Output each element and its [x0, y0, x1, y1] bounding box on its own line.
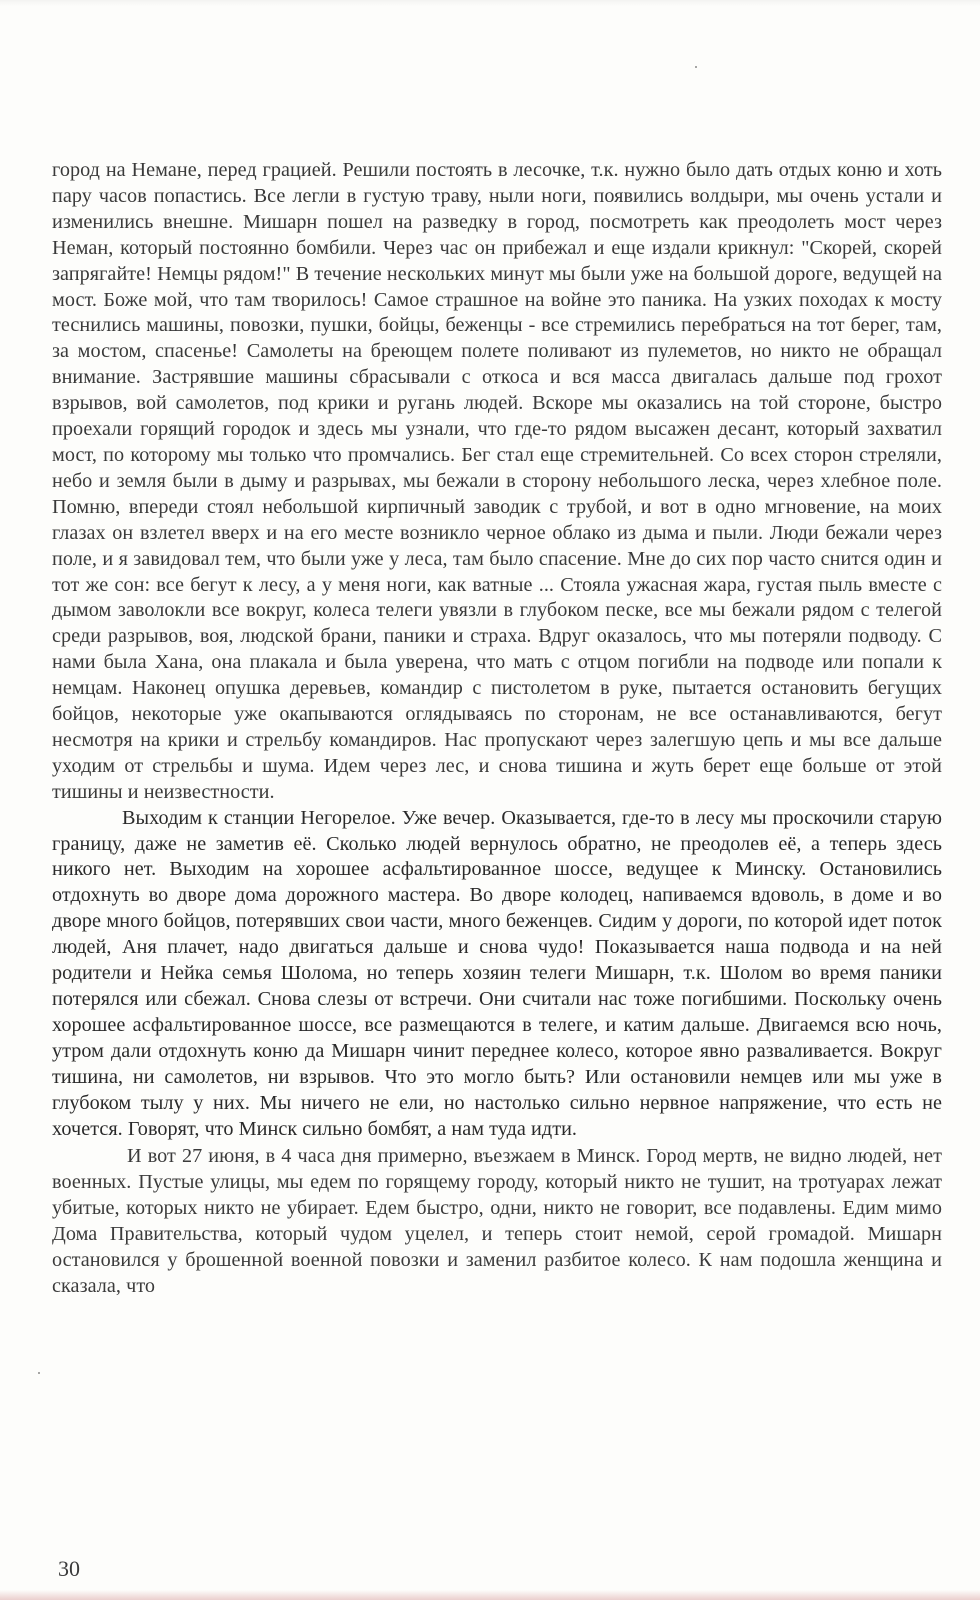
- scan-speck: [38, 1372, 40, 1374]
- paragraph-2: Выходим к станции Негорелое. Уже вечер. Оказывается, где-то в лесу мы проскочили старую границу, даже не заметив её. Сколько людей вернулось обратно, не преодолев её, а теперь здесь никого нет. Выходим на хорошее асфальтированное шоссе, ведущее к Минску. Остановились отдохнуть во дворе дома дорожного мастера. Во дворе колодец, напиваемся вдоволь, в доме и во дворе много бойцов, потерявших свои части, много беженцев. Сидим у дороги, по которой идет поток людей, Аня плачет, надо двигаться дальше и снова чудо! Показывается наша подвода и на ней родители и Нейка семья Шолома, но теперь хозяин телеги Мишарн, т.к. Шолом во время паники потерялся или сбежал. Снова слезы от встречи. Они считали нас тоже погибшими. Поскольку очень хорошее асфальтированное шоссе, все размещаются в телеге, и катим дальше. Двигаемся всю ночь, утром дали отдохнуть коню да Мишарн чинит переднее колесо, которое явно разваливается. Вокруг тишина, ни самолетов, ни взрывов. Что это могло быть? Или остановили немцев или мы уже в глубоком тылу у них. Мы ничего не ели, но настолько сильно нервное напряжение, что есть не хочется. Говорят, что Минск сильно бомбят, а нам туда идти.: [52, 806, 942, 1140]
- scan-edge-top: [0, 0, 980, 6]
- document-body: [52, 158, 942, 1300]
- paragraph-3: И вот 27 июня, в 4 часа дня примерно, въезжаем в Минск. Город мертв, не видно людей, нет военных. Пустые улицы, мы едем по горящему городу, который никто не тушит, на тротуарах лежат убитые, которых никто не убирает. Едем быстро, одни, никто не говорит, все подавлены. Едим мимо Дома Правительства, который чудом уцелел, и теперь стоит немой, серой громадой. Мишарн остановился у брошенной военной повозки и заменил разбитое колесо. К нам подошла женщина и сказала, что: [52, 1145, 942, 1297]
- scan-speck: [695, 66, 697, 68]
- page-number: 30: [58, 1556, 80, 1581]
- scan-edge-bottom: [0, 1590, 980, 1600]
- paragraph-1: город на Немане, перед грацией. Решили постоять в лесочке, т.к. нужно было дать отдых коню и хоть пару часов попастись. Все легли в густую траву, ныли ноги, появились волдыри, мы очень устали и изменились внешне. Мишарн пошел на разведку в город, посмотреть как преодолеть мост через Неман, который постоянно бомбили. Через час он прибежал и еще издали крикнул: "Скорей, скорей запрягайте! Немцы рядом!" В течение нескольких минут мы были уже на большой дороге, ведущей на мост. Боже мой, что там творилось! Самое страшное на войне это паника. На узких походах к мосту теснились машины, повозки, пушки, бойцы, беженцы - все стремились перебраться на тот берег, там, за мостом, спасенье! Самолеты на бреющем полете поливают из пулеметов, но никто не обращал внимание. Застрявшие машины сбрасывали с откоса и вся масса двигалась дальше под грохот взрывов, вой самолетов, под крики и ругань людей. Вскоре мы оказались на той стороне, быстро проехали горящий городок и здесь мы узнали, что где-то рядом высажен десант, который захватил мост, по которому мы только что промчались. Бег стал еще стремительней. Со всех сторон стреляли, небо и земля были в дыму и разрывах, мы бежали в сторону небольшого леска, через хлебное поле. Помню, впереди стоял небольшой кирпичный заводик с трубой, и вот в одно мгновение, на моих глазах он взлетел вверх и на его месте возникло черное облако из дыма и пыли. Люди бежали через поле, и я завидовал тем, что были уже у леса, там было спасение. Мне до сих пор часто снится один и тот же сон: все бегут к лесу, а у меня ноги, как ватные ... Стояла ужасная жара, густая пыль вместе с дымом заволокли все вокруг, колеса телеги увязли в глубоком песке, все мы бежали рядом с телегой среди разрывов, воя, людской брани, паники и страха. Вдруг оказалось, что мы потеряли подводу. С нами была Хана, она плакала и была уверена, что мать с отцом погибли на подводе или попали к немцам. Наконец опушка деревьев, командир с пистолетом в руке, пытается остановить бегущих бойцов, некоторые уже окапываются оглядываясь по сторонам, не все останавливаются, бегут несмотря на крики и стрельбу командиров. Нас пропускают через залегшую цепь и мы все дальше уходим от стрельбы и шума. Идем через лес, и снова тишина и жуть берет еще больше от этой тишины и неизвестности.: [52, 159, 942, 803]
